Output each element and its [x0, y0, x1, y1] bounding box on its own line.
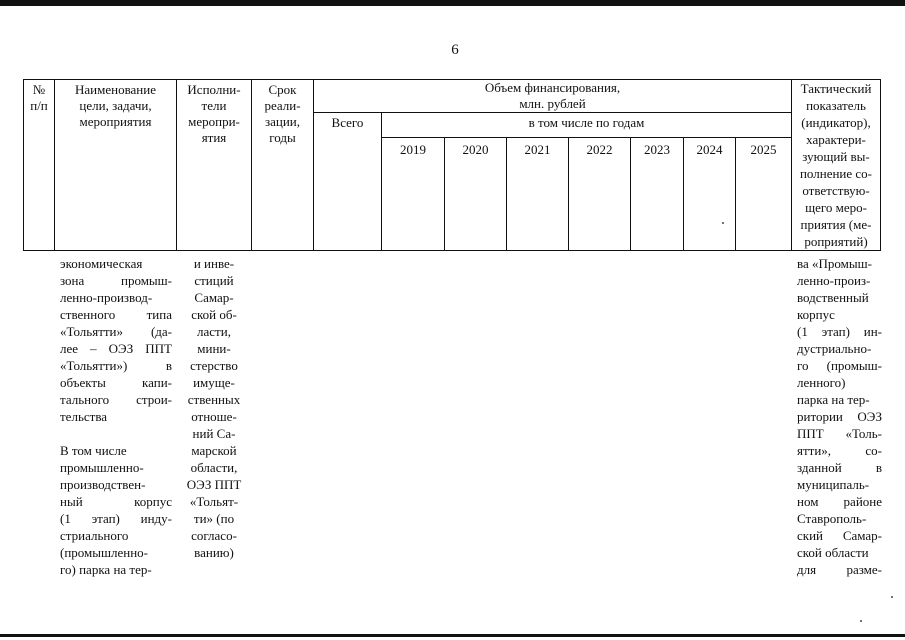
executor-line: ской об- [191, 307, 237, 322]
name-line: объекты капи- [60, 375, 172, 390]
executor-line: ванию) [194, 545, 234, 560]
executor-line: имуще- [193, 375, 235, 390]
header-year-2020: 2020 [462, 142, 489, 157]
header-year-2024: 2024 [696, 142, 723, 157]
indicator-line: ятти», со- [797, 443, 882, 458]
name-line: «Тольятти») в [60, 358, 172, 373]
name-line: ный корпус [60, 494, 172, 509]
indicator-line: го (промыш- [797, 358, 882, 373]
name-line: (промышленно- [60, 545, 149, 560]
financing-subheader-line [313, 112, 791, 113]
header-name: Наименование цели, задачи, мероприятия [75, 82, 156, 129]
name-line: стриального [60, 528, 129, 543]
executor-line: стиций [194, 273, 234, 288]
name-line: В том числе [60, 443, 127, 458]
scan-speck [891, 596, 893, 598]
name-line: экономическая [60, 256, 143, 271]
years-subheader-line [381, 137, 791, 138]
header-year-2021: 2021 [524, 142, 551, 157]
indicator-line: ритории ОЭЗ [797, 409, 882, 424]
indicator-line: ленно-произ- [797, 273, 871, 288]
header-total: Всего [331, 115, 364, 130]
name-line: зона промыш- [60, 273, 172, 288]
executor-line: «Тольят- [189, 494, 239, 509]
header-year-2023: 2023 [644, 142, 670, 157]
header-term: Срок реали- зации, годы [264, 82, 301, 145]
indicator-line: парка на тер- [797, 392, 870, 407]
table-header-bottom-line [23, 250, 880, 251]
indicator-line: (1 этап) ин- [797, 324, 882, 339]
executor-line: мини- [197, 341, 231, 356]
name-line: (1 этап) инду- [60, 511, 172, 526]
header-year-2019: 2019 [400, 142, 426, 157]
name-line: лее – ОЭЗ ППТ [60, 341, 172, 356]
name-line: го) парка на тер- [60, 562, 152, 577]
executor-line: ний Са- [192, 426, 236, 441]
name-line: ственного типа [60, 307, 172, 322]
bottom-border [0, 634, 905, 637]
header-financing: Объем финансирования, млн. рублей [484, 80, 621, 111]
scan-speck [722, 222, 724, 224]
header-indicator: Тактический показатель (индикатор), характери- зующий вы- полнение со- ответствую- щего меро- приятия (ме- роприятий) [799, 81, 873, 249]
executor-line: области, [190, 460, 238, 475]
indicator-line: ном районе [797, 494, 882, 509]
indicator-line: ленного) [797, 375, 846, 390]
executor-line: отноше- [191, 409, 237, 424]
top-border [0, 0, 905, 6]
header-number: № п/п [30, 82, 48, 113]
indicator-line: корпус [797, 307, 835, 322]
header-executors: Исполни- тели меропри- ятия [187, 82, 241, 145]
executor-line: ственных [187, 392, 241, 407]
vline-5 [381, 112, 382, 251]
executor-line: согласо- [191, 528, 237, 543]
name-line: ленно-производ- [60, 290, 153, 305]
executor-line: Самар- [194, 290, 234, 305]
name-line: промышленно- [60, 460, 144, 475]
executor-line: и инве- [193, 256, 235, 271]
indicator-line: зданной в [797, 460, 882, 475]
executor-line: ласти, [197, 324, 231, 339]
indicator-line: муниципаль- [797, 477, 870, 492]
indicator-line: ППТ «Толь- [797, 426, 882, 441]
body-executors-column [180, 255, 248, 561]
executor-line: стерство [190, 358, 238, 373]
body-indicator-column [797, 255, 882, 578]
indicator-line: ва «Промыш- [797, 256, 872, 271]
indicator-line: дустриально- [797, 341, 872, 356]
header-by-years: в том числе по годам [528, 115, 645, 130]
executor-line: ОЭЗ ППТ [186, 477, 242, 492]
scan-speck [860, 620, 862, 622]
indicator-line: ской области [797, 545, 869, 560]
body-name-column [60, 255, 172, 578]
executor-line: марской [191, 443, 237, 458]
name-line: тального строи- [60, 392, 172, 407]
header-year-2025: 2025 [750, 142, 777, 157]
executor-line: ти» (по [193, 511, 235, 526]
indicator-line: водственный [797, 290, 869, 305]
indicator-line: ский Самар- [797, 528, 882, 543]
vline-13 [880, 79, 881, 251]
name-line: производствен- [60, 477, 146, 492]
header-year-2022: 2022 [586, 142, 613, 157]
indicator-line: Ставрополь- [797, 511, 867, 526]
name-line: тельства [60, 409, 108, 424]
name-line: «Тольятти» (да- [60, 324, 172, 339]
indicator-line: для разме- [797, 562, 882, 577]
page-number: 6 [451, 42, 459, 58]
